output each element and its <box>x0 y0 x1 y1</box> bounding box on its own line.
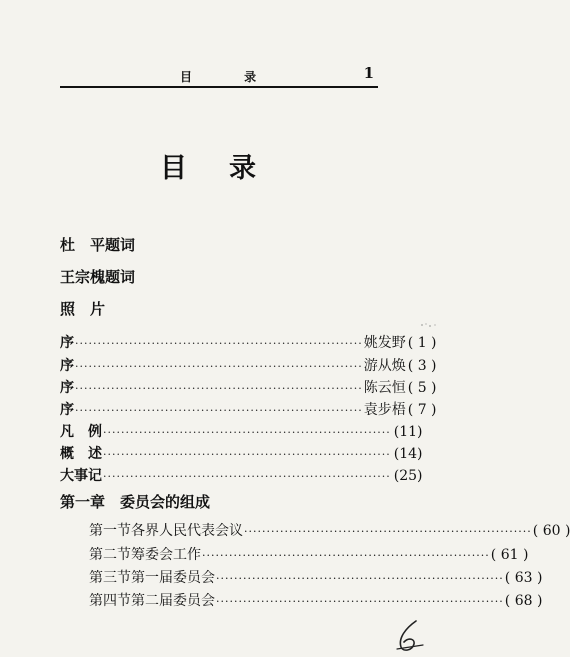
front-matter-inscription-wang-zonghuai: 王宗槐题词 <box>60 268 136 286</box>
toc-entry-page: ( 5 ) <box>407 380 437 396</box>
dot-leader: ································································ <box>103 470 391 483</box>
toc-entry-label: 大事记 <box>60 468 102 484</box>
running-header <box>60 64 378 88</box>
section-title: 第一届委员会 <box>131 570 215 586</box>
toc-entry <box>60 332 437 352</box>
section-page: ( 63 ) <box>504 570 543 586</box>
toc-entry-page: (11) <box>393 424 423 440</box>
toc-entry-label: 序 <box>60 402 74 418</box>
toc-entry-label: 序 <box>60 380 74 396</box>
toc-entry-label: 序 <box>60 335 74 351</box>
page-number: 1 <box>363 64 374 82</box>
toc-entry <box>60 355 437 375</box>
section-page: ( 61 ) <box>490 547 529 563</box>
section-number: 第二节 <box>89 547 131 563</box>
chapter-heading: 第一章 委员会的组成 <box>60 493 211 511</box>
toc-entry-label: 概 述 <box>60 446 102 462</box>
section-entry <box>89 520 570 540</box>
toc-entry <box>60 465 423 485</box>
toc-entry-author: 陈云恒 <box>363 380 406 396</box>
dot-leader: ································································ <box>244 525 532 538</box>
handwritten-page-mark <box>392 618 428 654</box>
toc-entry <box>60 421 423 441</box>
toc-entry-page: ( 7 ) <box>407 402 437 418</box>
section-page: ( 68 ) <box>504 593 543 609</box>
toc-entry-label: 凡 例 <box>60 424 102 440</box>
section-title: 第二届委员会 <box>131 593 215 609</box>
section-number: 第三节 <box>89 570 131 586</box>
dot-leader: ································································ <box>75 382 363 395</box>
toc-entry-page: ( 1 ) <box>407 335 437 351</box>
running-header-title: 目 录 <box>180 70 281 84</box>
section-title: 各界人民代表会议 <box>131 523 243 539</box>
dot-leader: ································································ <box>103 426 391 439</box>
dot-leader: ································································ <box>103 448 391 461</box>
page-title: 目录 <box>160 153 298 184</box>
toc-entry <box>60 377 437 397</box>
toc-entry-author: 游从焕 <box>363 358 406 374</box>
section-entry <box>89 590 543 610</box>
toc-entry-page: (25) <box>393 468 423 484</box>
dot-leader: ································································ <box>202 549 490 562</box>
dot-leader: ································································ <box>75 337 363 350</box>
section-number: 第一节 <box>89 523 131 539</box>
dot-leader: ································································ <box>216 595 504 608</box>
section-title: 筹委会工作 <box>131 547 201 563</box>
section-entry <box>89 544 529 564</box>
toc-entry-page: ( 3 ) <box>407 358 437 374</box>
dot-leader: ································································ <box>216 572 504 585</box>
dot-leader: ································································ <box>75 404 363 417</box>
toc-entry-page: (14) <box>393 446 423 462</box>
toc-entry-label: 序 <box>60 358 74 374</box>
section-page: ( 60 ) <box>532 523 570 539</box>
toc-entry <box>60 399 437 419</box>
toc-entry-author: 姚发野 <box>363 335 406 351</box>
section-number: 第四节 <box>89 593 131 609</box>
toc-entry <box>60 443 423 463</box>
front-matter-inscription-du-ping: 杜 平题词 <box>60 236 136 254</box>
toc-entry-author: 袁步梧 <box>363 402 406 418</box>
dot-leader: ································································ <box>75 360 363 373</box>
scan-speck <box>420 322 440 328</box>
front-matter-photos: 照 片 <box>60 300 106 318</box>
section-entry <box>89 567 543 587</box>
